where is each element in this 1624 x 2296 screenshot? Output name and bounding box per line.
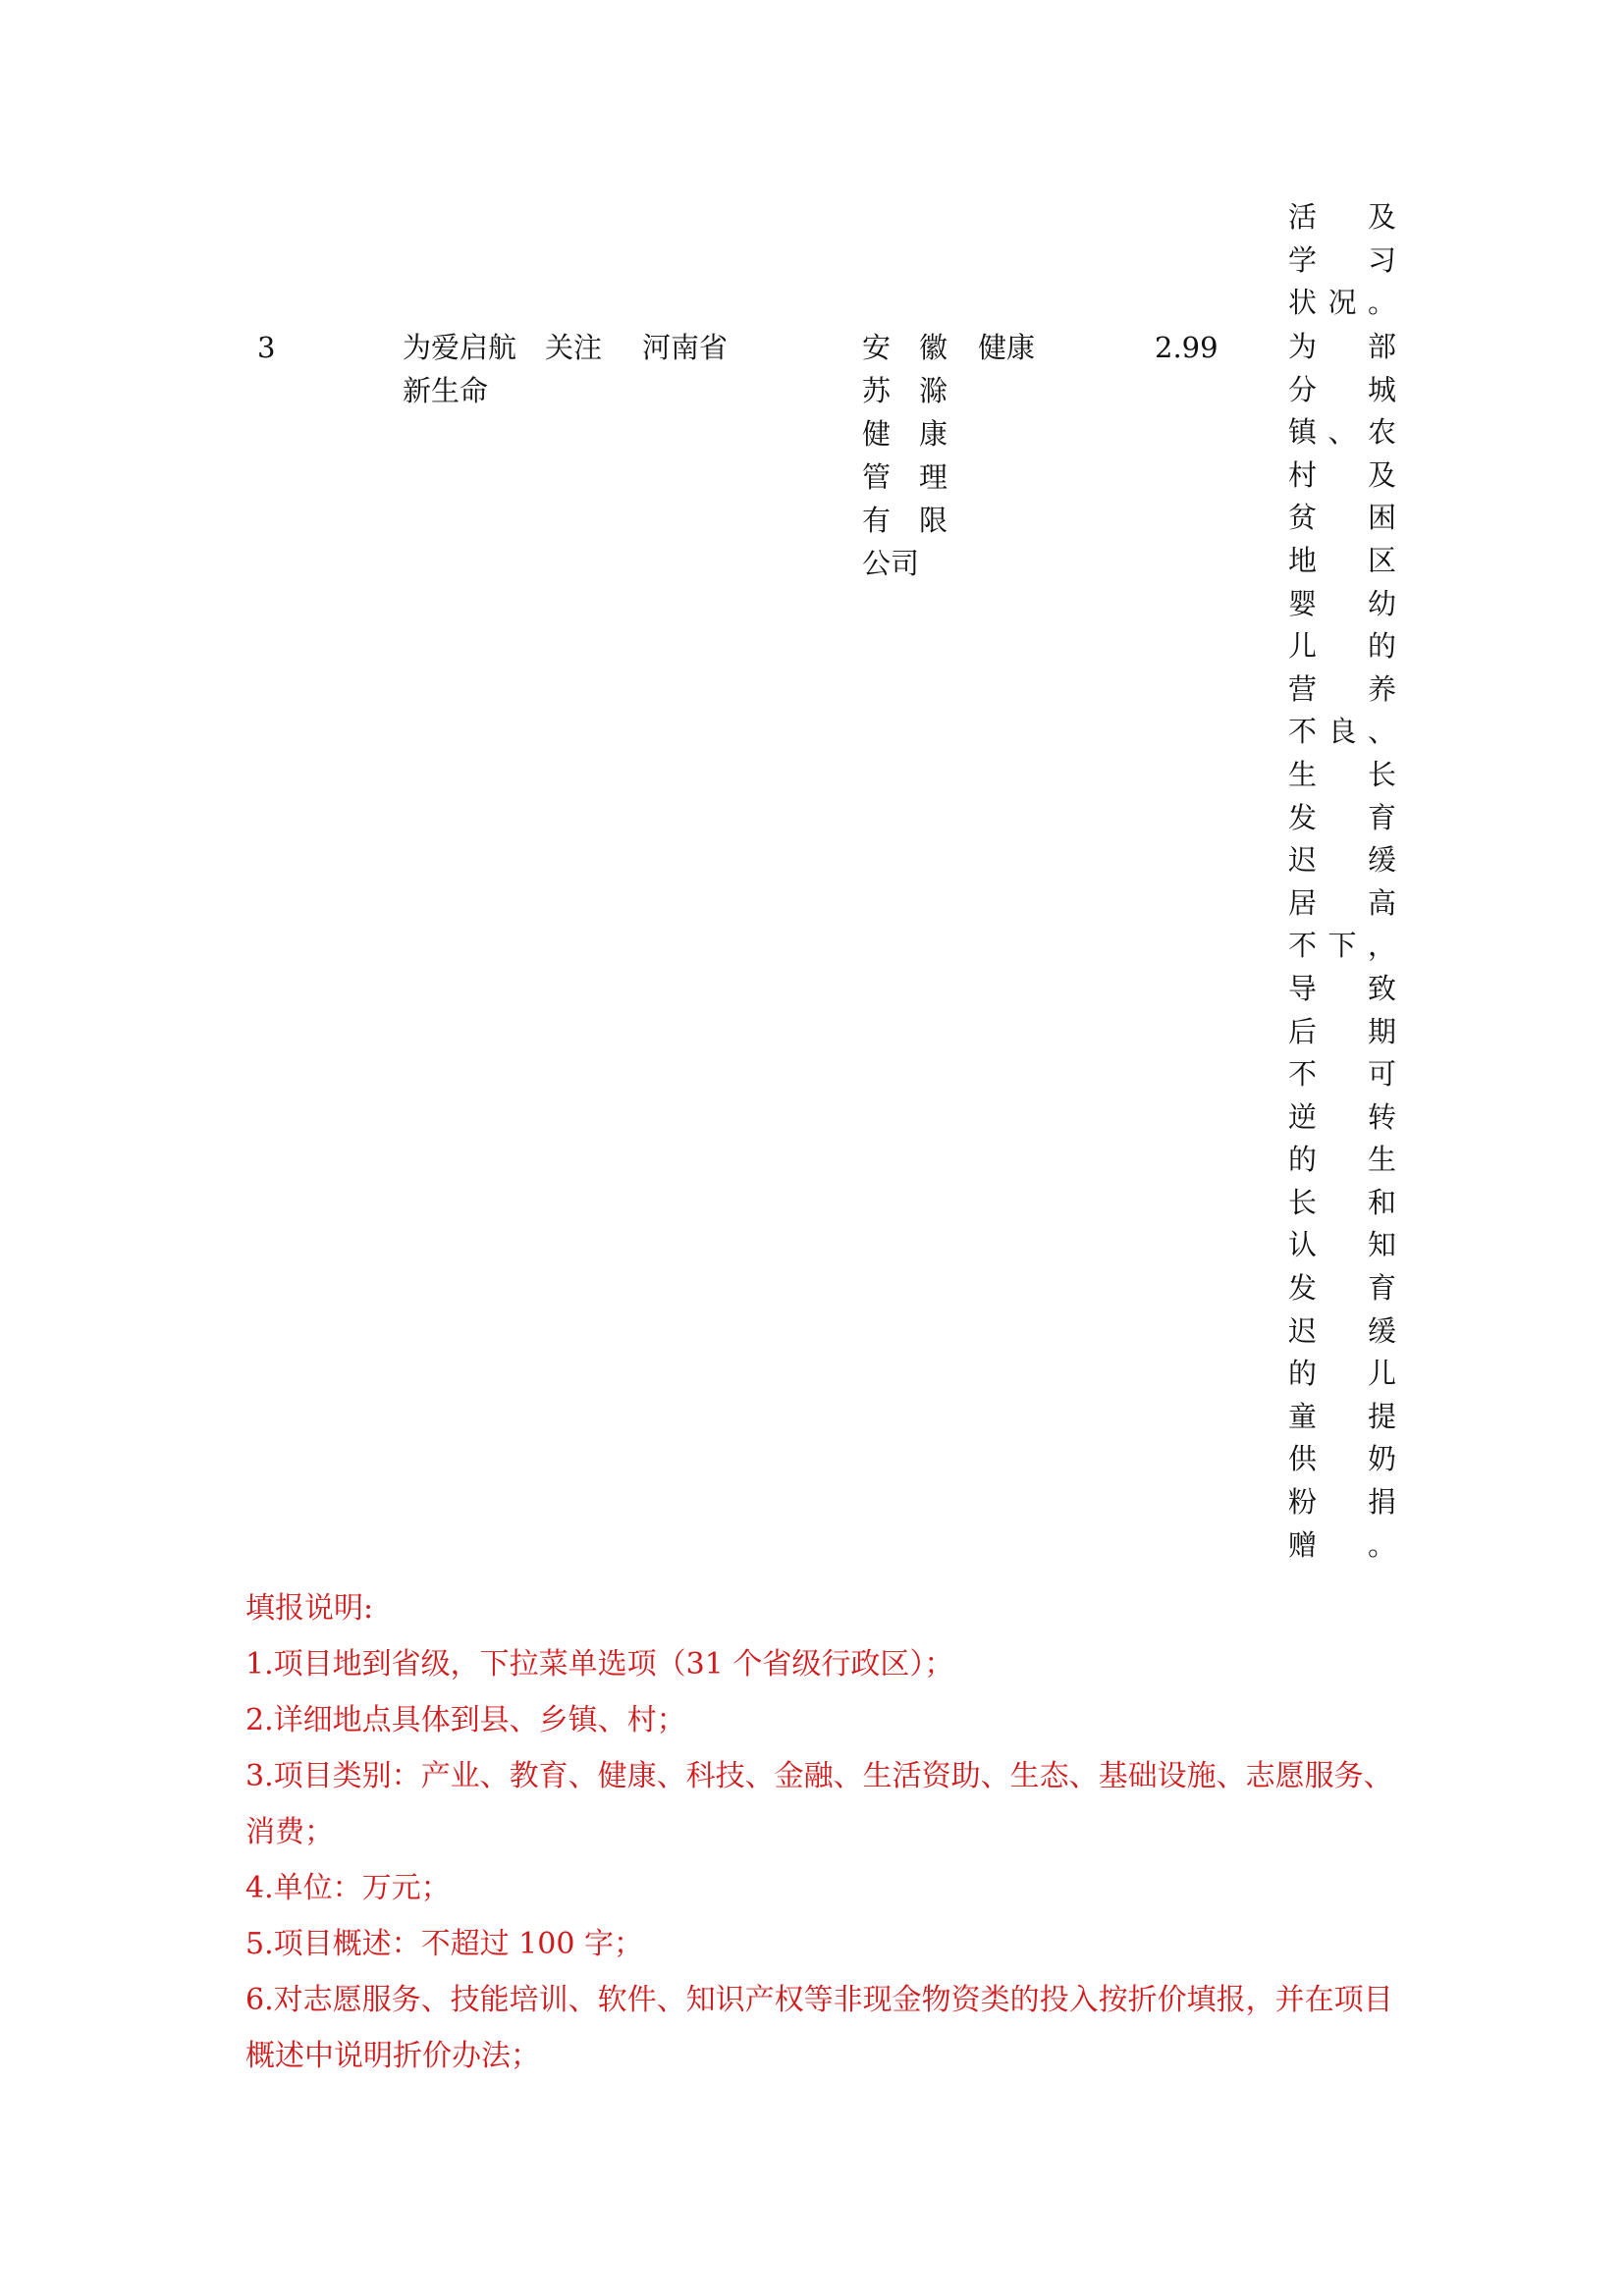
org-line: 健 康 xyxy=(862,417,948,451)
summary-line: 逆 转 xyxy=(1288,1099,1396,1134)
summary-line: 赠。 xyxy=(1288,1527,1396,1562)
summary-line: 的 生 xyxy=(1288,1143,1396,1177)
note-item-4: 4.单位：万元； xyxy=(245,1871,451,1905)
summary-line: 不下， xyxy=(1288,929,1396,963)
summary-line: 婴 幼 xyxy=(1288,586,1396,620)
summary-line: 地 区 xyxy=(1288,543,1396,577)
org-line: 有 限 xyxy=(862,504,948,537)
prev-row-summary xyxy=(1288,196,1396,325)
project-category: 健康 xyxy=(978,331,1036,364)
summary-line: 儿 的 xyxy=(1288,629,1396,664)
summary-line: 贫 困 xyxy=(1288,501,1396,535)
summary-line: 不 可 xyxy=(1288,1057,1396,1092)
org-line: 公司 xyxy=(862,547,920,580)
summary-line: 分 城 xyxy=(1288,372,1396,406)
summary-line: 迟 缓 xyxy=(1288,843,1396,878)
org-line: 管 理 xyxy=(862,460,948,494)
summary-line: 村 及 xyxy=(1288,457,1396,492)
org-line: 安 徽 xyxy=(862,331,948,364)
summary-line: 认 知 xyxy=(1288,1228,1396,1262)
project-province: 河南省 xyxy=(642,331,729,364)
summary-line: 导 致 xyxy=(1288,971,1396,1005)
project-name-line-2: 新生命 xyxy=(403,374,489,407)
summary-line: 生 长 xyxy=(1288,757,1396,791)
implementing-org xyxy=(862,326,970,585)
org-line: 苏 滁 xyxy=(862,374,948,407)
note-item-2: 2.详细地点具体到县、乡镇、村； xyxy=(245,1703,686,1737)
project-amount: 2.99 xyxy=(1155,331,1218,364)
filling-instructions xyxy=(245,1580,1394,2084)
summary-line: 发 育 xyxy=(1288,800,1396,834)
summary-line: 不良、 xyxy=(1288,715,1396,749)
summary-line: 居 高 xyxy=(1288,885,1396,920)
summary-line: 迟 缓 xyxy=(1288,1313,1396,1348)
summary-line: 供 奶 xyxy=(1288,1442,1396,1476)
notes-heading: 填报说明: xyxy=(245,1591,374,1626)
summary-line: 后 期 xyxy=(1288,1014,1396,1048)
summary-line: 学 习 xyxy=(1288,242,1396,277)
summary-line: 童 提 xyxy=(1288,1399,1396,1433)
summary-line: 营 养 xyxy=(1288,671,1396,706)
note-item-1: 1.项目地到省级，下拉菜单选项（31 个省级行政区）； xyxy=(245,1647,954,1682)
summary-line: 为 部 xyxy=(1288,330,1396,363)
summary-line: 发 育 xyxy=(1288,1271,1396,1306)
summary-line: 长 和 xyxy=(1288,1185,1396,1219)
summary-line: 状况。 xyxy=(1288,286,1396,320)
project-name-line-1: 为爱启航 关注 xyxy=(403,331,603,364)
summary-line: 镇、农 xyxy=(1288,415,1396,450)
project-summary xyxy=(1288,326,1396,1567)
note-item-3: 3.项目类别：产业、教育、健康、科技、金融、生活资助、生态、基础设施、志愿服务、消费； xyxy=(245,1759,1393,1849)
summary-line: 粉 捐 xyxy=(1288,1485,1396,1520)
row-seq-number: 3 xyxy=(257,331,276,364)
note-item-6: 6.对志愿服务、技能培训、软件、知识产权等非现金物资类的投入按折价填报，并在项目概述中说明折价办法； xyxy=(245,1983,1393,2073)
summary-line: 活 及 xyxy=(1288,200,1396,234)
note-item-5: 5.项目概述：不超过 100 字； xyxy=(245,1927,643,1961)
summary-line: 的 儿 xyxy=(1288,1357,1396,1391)
